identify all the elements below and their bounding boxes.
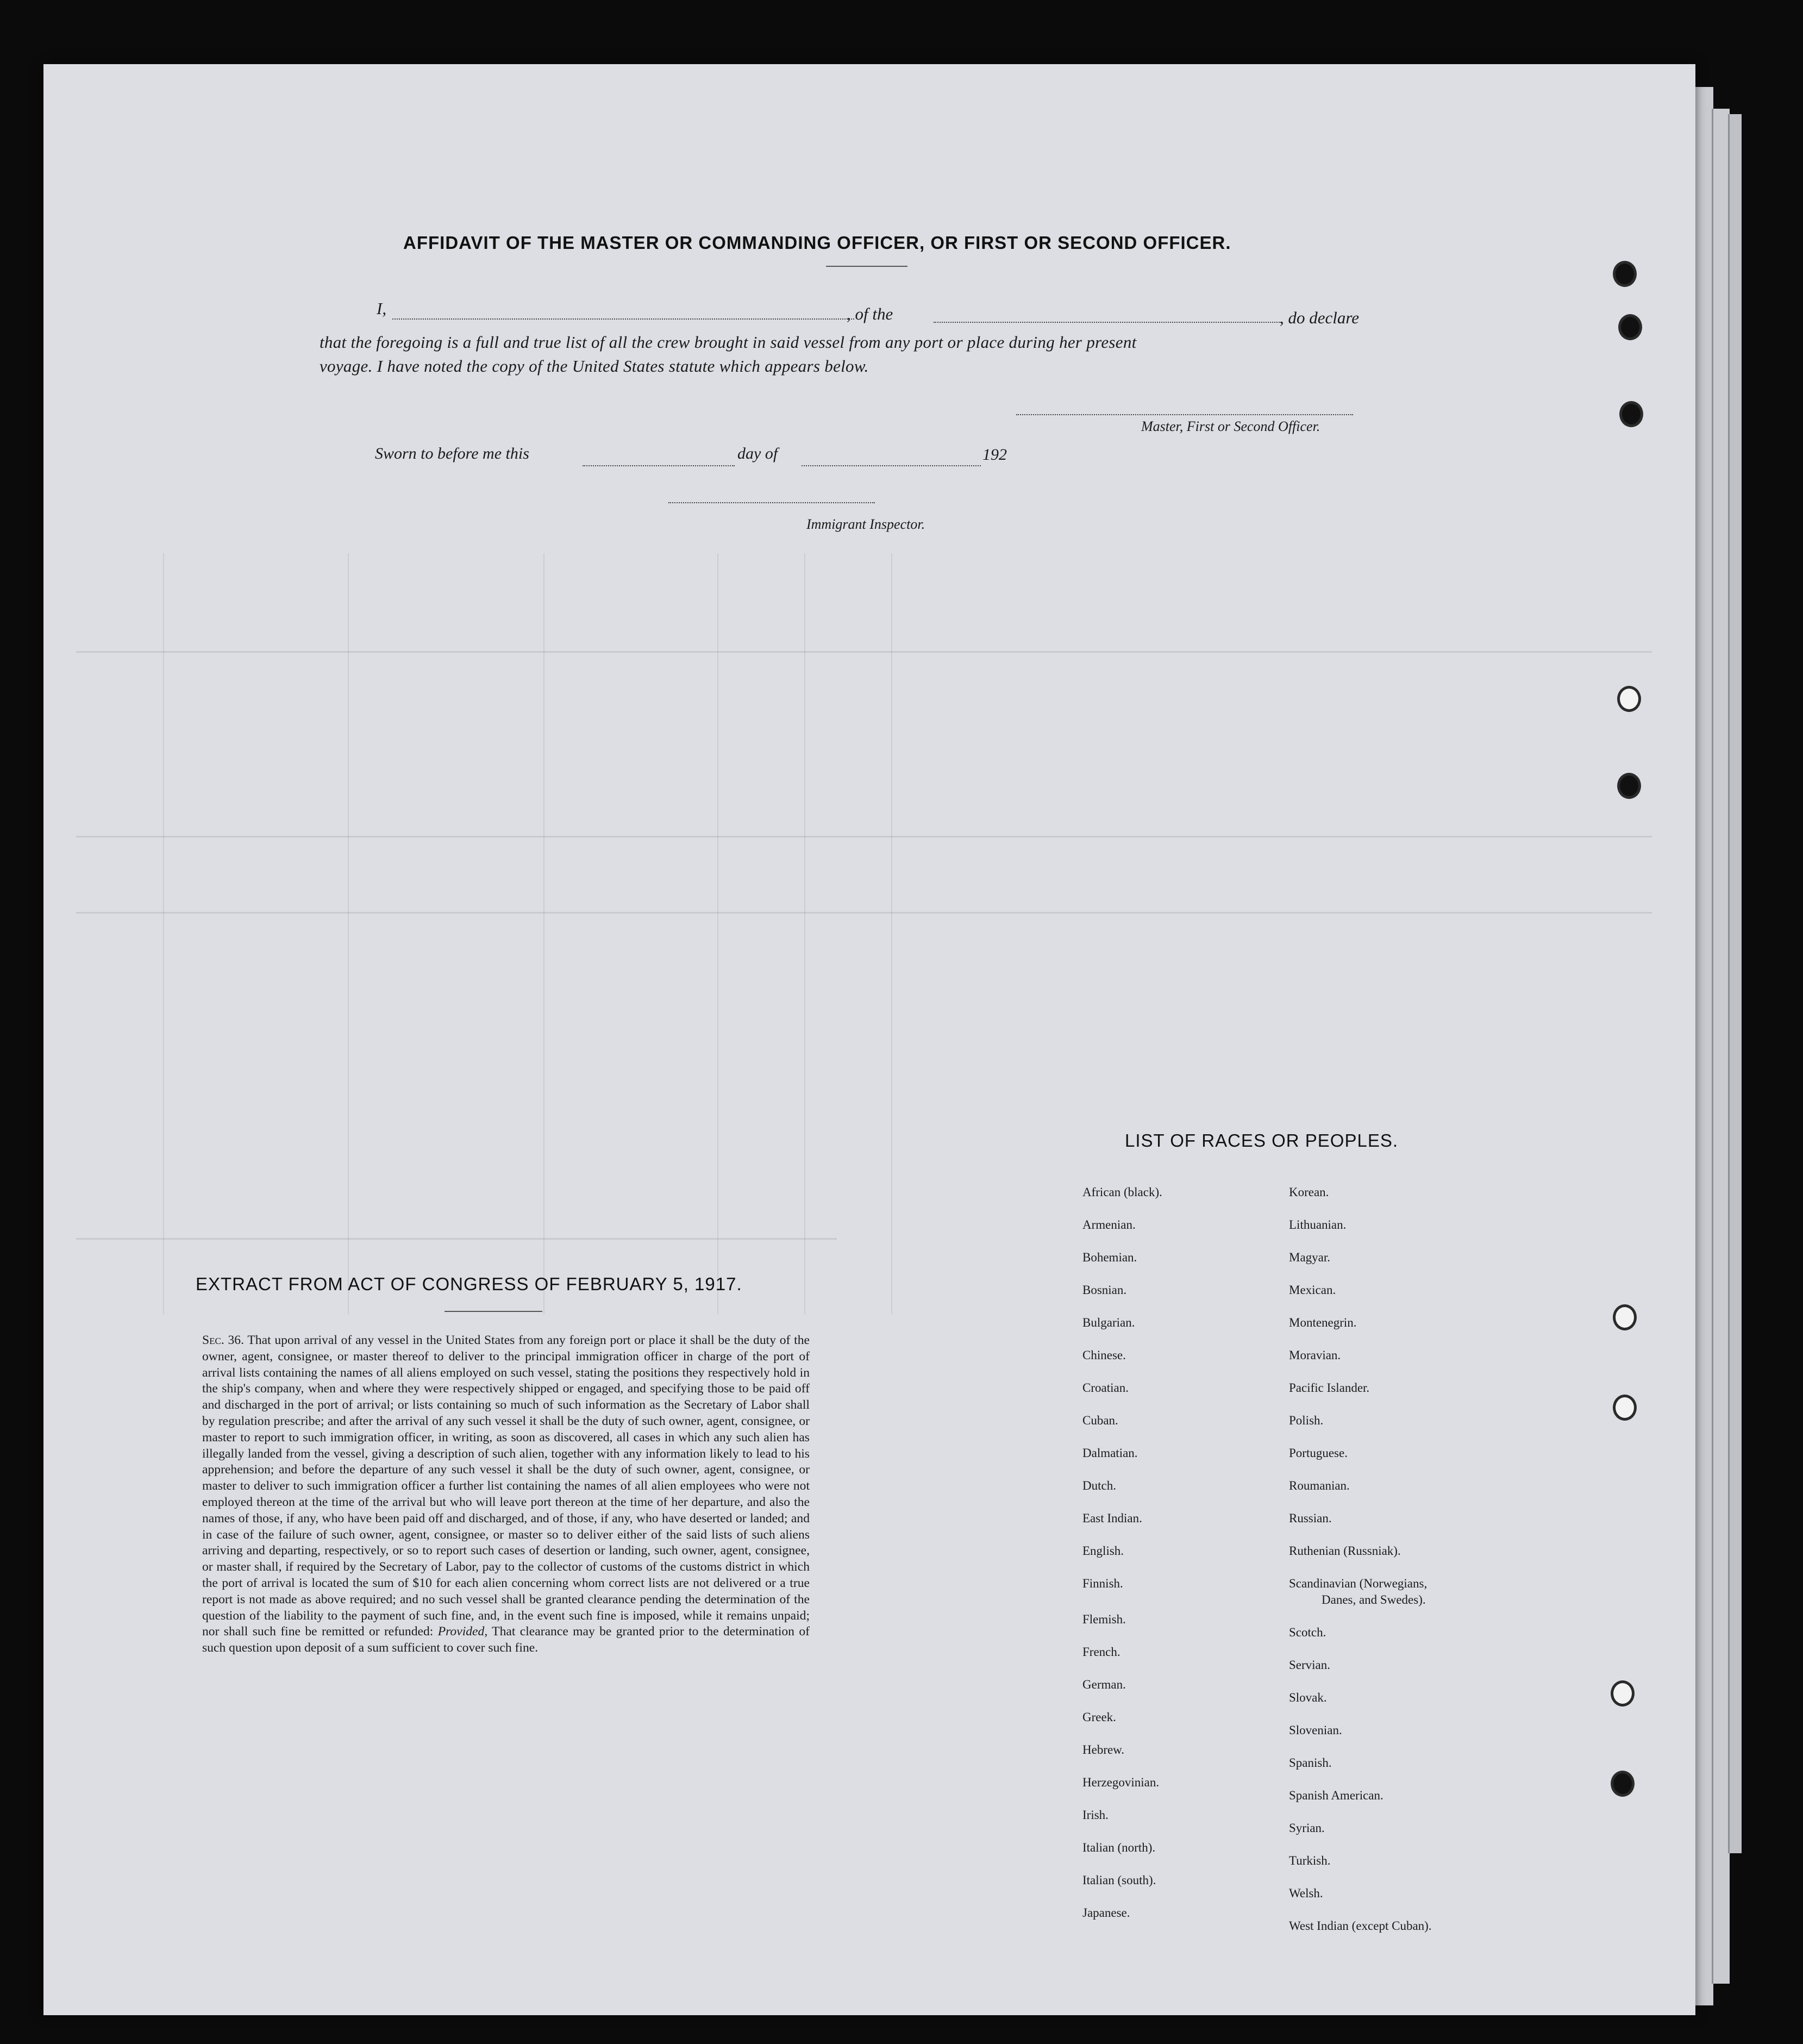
race-item: Magyar. [1289, 1251, 1331, 1264]
race-item: Montenegrin. [1289, 1316, 1357, 1329]
bleed-through-column [348, 553, 349, 1314]
bleed-through-line [76, 1238, 837, 1240]
race-item: Scandinavian (Norwegians, [1289, 1577, 1428, 1590]
race-item: Welsh. [1289, 1886, 1323, 1900]
bleed-through-column [163, 553, 164, 1314]
race-item: Bosnian. [1082, 1283, 1127, 1297]
race-item: Italian (north). [1082, 1841, 1156, 1854]
race-item: West Indian (except Cuban). [1289, 1919, 1432, 1933]
page-edge [1712, 109, 1730, 1984]
affidavit-declare: , do declare [1280, 308, 1360, 327]
affidavit-i: I, [377, 299, 387, 318]
binder-hole [1619, 401, 1643, 427]
extract-title: EXTRACT FROM ACT OF CONGRESS OF FEBRUARY 5, 1917. [196, 1274, 742, 1294]
race-item: Slovak. [1289, 1691, 1327, 1704]
sworn-day-blank[interactable] [583, 465, 735, 466]
inspector-label: Immigrant Inspector. [806, 516, 925, 532]
binder-hole [1613, 1304, 1637, 1330]
race-item: African (black). [1082, 1185, 1162, 1199]
race-item: Dalmatian. [1082, 1446, 1138, 1460]
race-item: Spanish. [1289, 1756, 1332, 1770]
bleed-through-line [76, 836, 1652, 837]
bleed-through-line [76, 912, 1652, 914]
race-item: Turkish. [1289, 1854, 1331, 1867]
binder-hole [1617, 773, 1641, 799]
race-item: Dutch. [1082, 1479, 1116, 1492]
race-item: Danes, and Swedes). [1322, 1593, 1426, 1607]
signature-blank[interactable] [1016, 414, 1353, 415]
extract-provided: Provided, [437, 1624, 488, 1639]
affidavit-title: AFFIDAVIT OF THE MASTER OR COMMANDING OFFICER, OR FIRST OR SECOND OFFICER. [403, 233, 1231, 253]
binder-hole [1617, 686, 1641, 712]
race-item: Cuban. [1082, 1414, 1118, 1427]
race-item: Flemish. [1082, 1612, 1126, 1626]
race-item: Croatian. [1082, 1381, 1129, 1395]
race-item: Portuguese. [1289, 1446, 1348, 1460]
race-item: Ruthenian (Russniak). [1289, 1544, 1401, 1558]
bleed-through-column [543, 553, 544, 1314]
race-item: Bulgarian. [1082, 1316, 1135, 1329]
year-text: 192 [982, 446, 1007, 464]
race-item: Mexican. [1289, 1283, 1336, 1297]
race-item: Italian (south). [1082, 1873, 1156, 1887]
race-item: Japanese. [1082, 1906, 1130, 1920]
affidavit-title-rule [826, 266, 907, 267]
affidavit-line-2: that the foregoing is a full and true list of all the crew brought in said vessel from any port or place during her present [320, 333, 1137, 352]
race-item: Korean. [1289, 1185, 1329, 1199]
race-item: German. [1082, 1678, 1126, 1691]
race-item: Lithuanian. [1289, 1218, 1347, 1232]
race-item: Bohemian. [1082, 1251, 1137, 1264]
race-item: Hebrew. [1082, 1743, 1125, 1757]
master-name-blank[interactable] [392, 318, 854, 320]
races-title: LIST OF RACES OR PEOPLES. [1125, 1130, 1399, 1151]
sworn-month-blank[interactable] [802, 465, 981, 466]
race-item: Roumanian. [1289, 1479, 1350, 1492]
binder-hole [1613, 1395, 1637, 1421]
race-item: Finnish. [1082, 1577, 1123, 1590]
race-item: French. [1082, 1645, 1120, 1659]
affidavit-line-3: voyage. I have noted the copy of the United States statute which appears below. [320, 357, 869, 376]
race-item: Syrian. [1289, 1821, 1325, 1835]
day-of-text: day of [737, 445, 778, 462]
sworn-text: Sworn to before me this [375, 445, 529, 462]
bleed-through-column [891, 553, 892, 1314]
race-item: Greek. [1082, 1710, 1116, 1724]
race-item: Russian. [1289, 1511, 1332, 1525]
race-item: Spanish American. [1289, 1789, 1383, 1802]
bleed-through-column [804, 553, 805, 1314]
race-item: Moravian. [1289, 1348, 1341, 1362]
signature-label: Master, First or Second Officer. [1141, 418, 1320, 434]
binder-hole [1611, 1771, 1635, 1797]
bleed-through-line [76, 651, 1652, 653]
extract-text-part-1: That upon arrival of any vessel in the United States from any foreign port or place it shall be the duty of the owner, agent, consignee, or master thereof to deliver to the principal immigration officer in charge of the port of arrival lists containing the names of all aliens employed on such vessel, stating the positions they respectively hold in the ship's company, when and where they were respectively shipped or engaged, and specifying those to be paid off and discharged in the port of arrival; or lists containing so much of such information as the Secretary of Labor shall by regulation prescribe; and after the arrival of any such vessel it shall be the duty of such owner, agent, consignee, or master to report to such immigration officer, in writing, as soon as discovered, all cases in which any such alien has illegally landed from the vessel, giving a description of such alien, together with any information likely to lead to his apprehension; and before the departure of any such vessel it shall be the duty of such owner, agent, consignee, or master to deliver to such immigration officer a further list containing the names of all alien employees who were not employed thereon at the time of the arrival but who will leave port thereon at the time of her departure, and also the names of those, if any, who have been paid off and discharged, and of those, if any, who have deserted or landed; and in case of the failure of such owner, agent, consignee, or master so to deliver either of the said lists of such aliens arriving and departing, respectively, or so to report such cases of desertion or landing, such owner, agent, consignee, or master shall, if required by the Secretary of Labor, pay to the collector of customs of the customs district in which the port of arrival is located the sum of $10 for each alien concerning whom correct lists are not delivered or a true report is not made as above required; and no such vessel shall be granted clearance pending the determination of the question of the liability to the payment of such fine, and, in the event such fine is imposed, while it remains unpaid; nor shall such fine be remitted or refunded: [202, 1333, 810, 1639]
binder-hole [1618, 314, 1642, 340]
affidavit-of-the: , of the [847, 304, 893, 323]
extract-text-part-2: That clearance may be granted prior to the determination of such question upon deposit of a sum sufficient to cover such fine. [202, 1624, 810, 1655]
inspector-signature-blank[interactable] [668, 502, 875, 503]
race-item: Slovenian. [1289, 1723, 1342, 1737]
form-page [43, 64, 1695, 2015]
race-item: English. [1082, 1544, 1124, 1558]
page-edge [1728, 114, 1742, 1853]
section-label: Sec. 36. [202, 1333, 245, 1347]
bleed-through-column [717, 553, 718, 1314]
race-item: Pacific Islander. [1289, 1381, 1370, 1395]
race-item: Chinese. [1082, 1348, 1126, 1362]
race-item: Irish. [1082, 1808, 1109, 1822]
extract-title-rule [445, 1311, 542, 1312]
race-item: Polish. [1289, 1414, 1324, 1427]
race-item: Servian. [1289, 1658, 1331, 1672]
race-item: Herzegovinian. [1082, 1776, 1160, 1789]
binder-hole [1611, 1680, 1635, 1707]
binder-hole [1613, 261, 1637, 287]
vessel-name-blank[interactable] [934, 322, 1281, 323]
race-item: Scotch. [1289, 1626, 1326, 1639]
race-item: East Indian. [1082, 1511, 1142, 1525]
race-item: Armenian. [1082, 1218, 1136, 1232]
extract-body [202, 1333, 810, 1657]
